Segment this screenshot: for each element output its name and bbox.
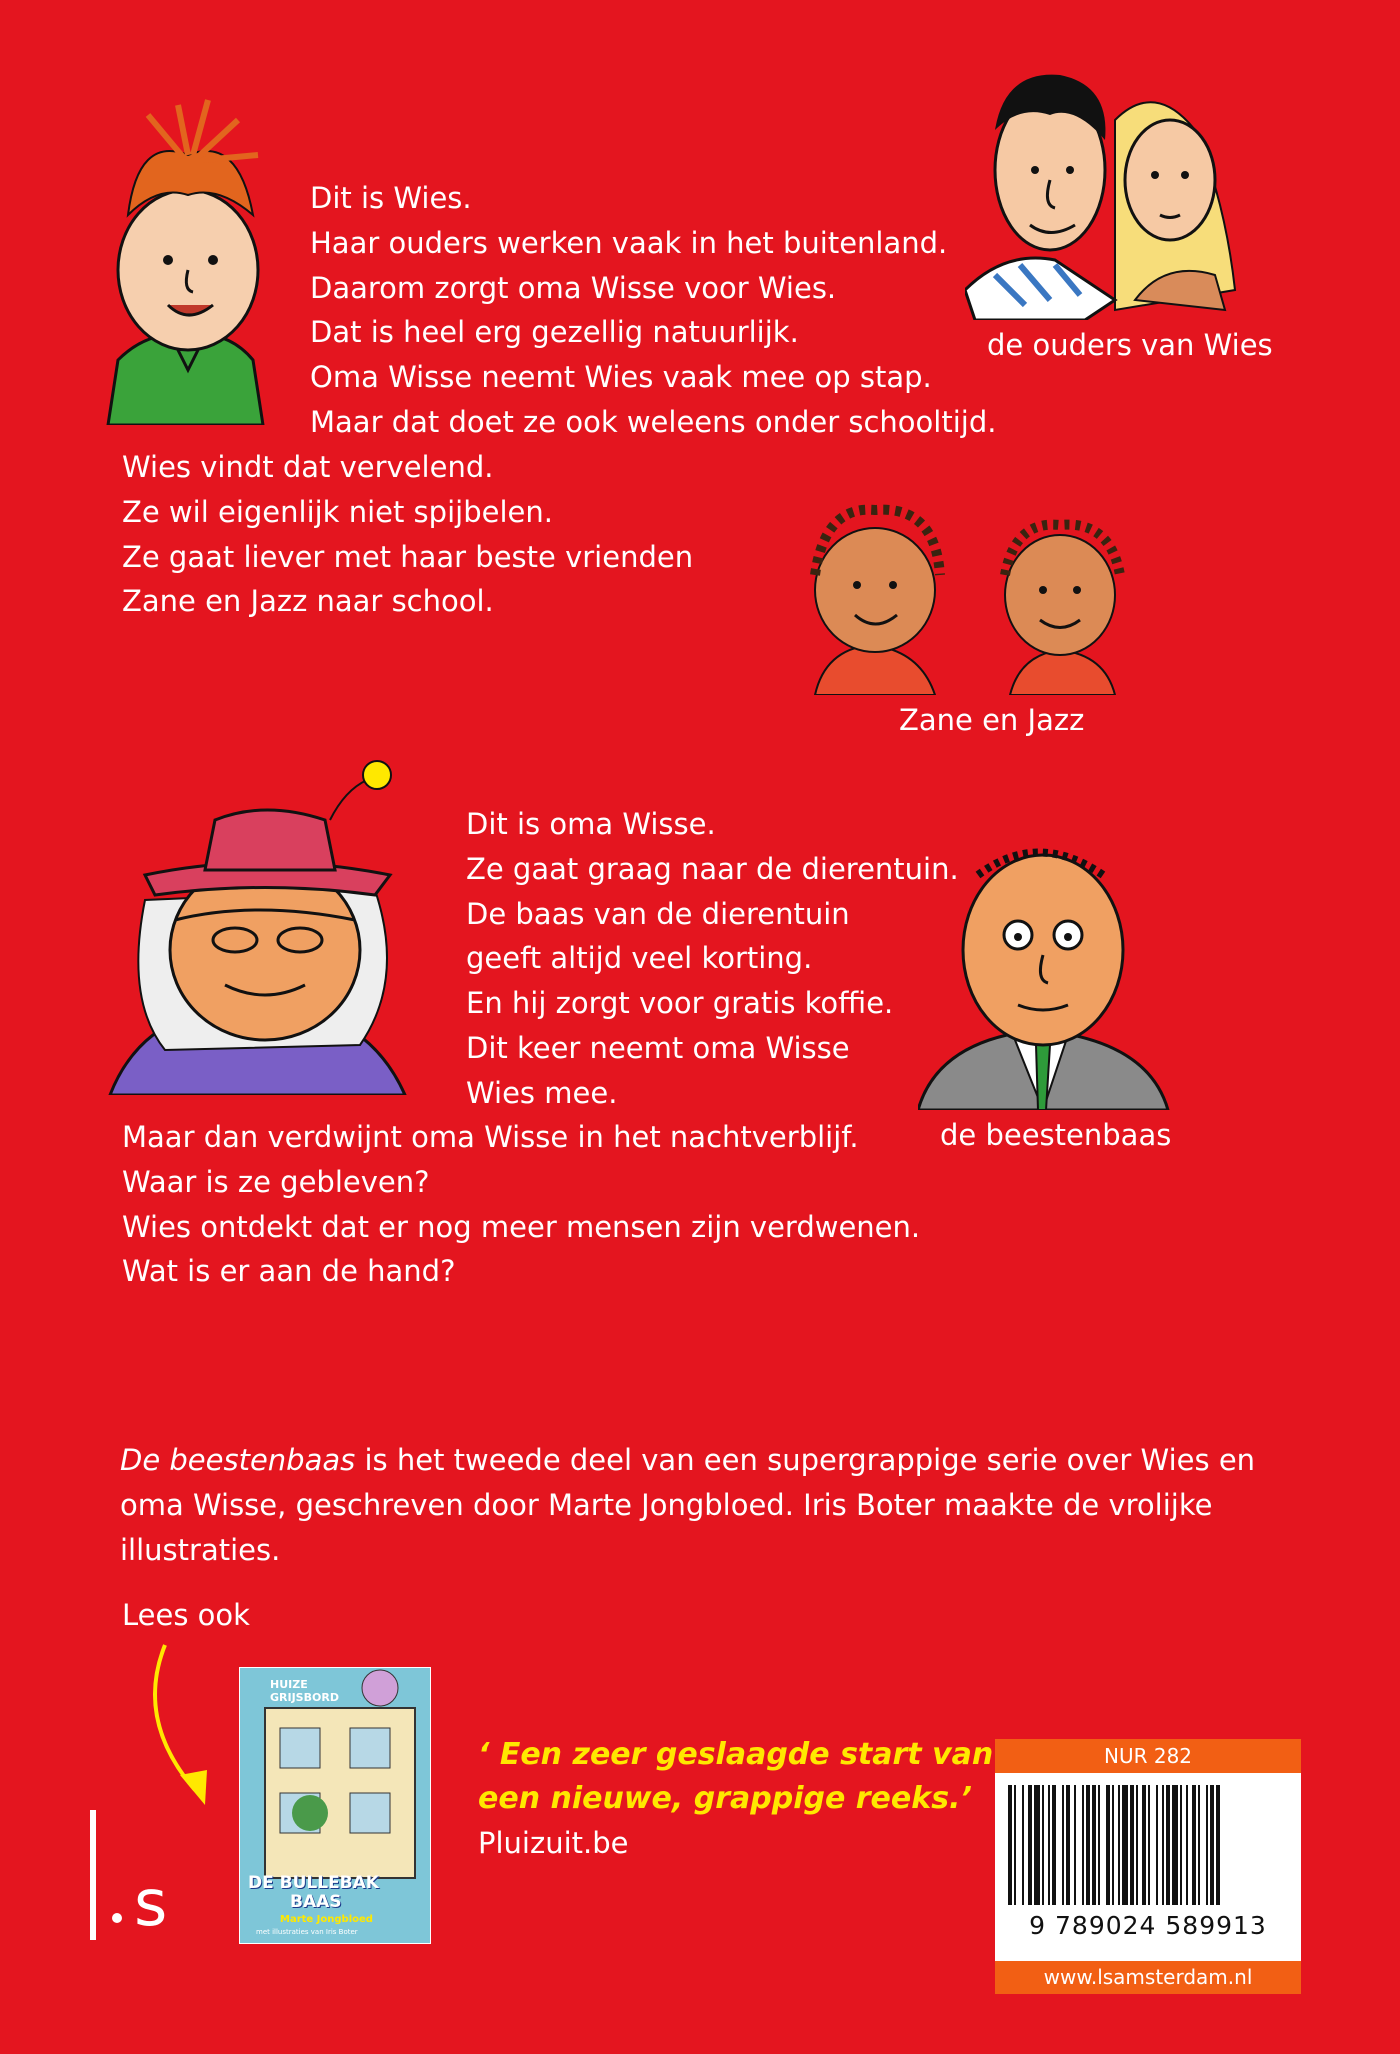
text-line: Ze wil eigenlijk niet spijbelen.	[122, 494, 553, 529]
logo-dot	[112, 1913, 122, 1923]
barcode-bar	[1118, 1785, 1120, 1905]
text-line: Dit is Wies.	[310, 181, 472, 215]
caption-parents: de ouders van Wies	[987, 328, 1273, 362]
text-line: Waar is ze gebleven?	[122, 1164, 430, 1199]
text-line: Maar dan verdwijnt oma Wisse in het nachtverblijf.	[122, 1120, 859, 1154]
parents-illustration	[965, 60, 1265, 320]
text-line: Wies vindt dat vervelend.	[122, 450, 494, 484]
blurb-title: De beestenbaas	[120, 1443, 356, 1477]
oma-wisse-illustration	[105, 760, 425, 1095]
barcode-bar	[1034, 1785, 1040, 1905]
barcode-bar	[1130, 1785, 1134, 1905]
barcode-bar	[1008, 1785, 1012, 1905]
blurb-text: is het tweede deel van een supergrappige serie over Wies en oma Wisse, geschreven door Marte Jongbloed. Iris Boter maakte de vrolijke illustraties.	[120, 1443, 1256, 1567]
barcode-bar	[1172, 1785, 1178, 1905]
barcode-bar	[1136, 1785, 1138, 1905]
text-line: Wies mee.	[466, 1075, 618, 1110]
text-line: Oma Wisse neemt Wies vaak mee op stap.	[310, 360, 932, 395]
barcode-block	[995, 1739, 1301, 1994]
logo-bar	[90, 1810, 96, 1940]
book-blurb	[120, 1438, 1260, 1573]
arrow-icon	[135, 1640, 215, 1810]
barcode-bar	[1106, 1785, 1110, 1905]
book-cover-thumbnail[interactable]	[239, 1667, 431, 1944]
book-cover-illustrator: met illustraties van Iris Boter	[256, 1928, 358, 1936]
barcode-bar	[1148, 1785, 1150, 1905]
barcode-bar	[1074, 1785, 1076, 1905]
nur-label: NUR 282	[995, 1739, 1301, 1773]
text-line: Haar ouders werken vaak in het buitenland.	[310, 225, 948, 260]
text-line: Dit keer neemt oma Wisse	[466, 1030, 850, 1065]
barcode-bar	[1162, 1785, 1164, 1905]
barcode-bar	[1210, 1785, 1214, 1905]
barcode-area	[995, 1773, 1301, 1961]
barcode-bar	[1082, 1785, 1084, 1905]
text-line: Wat is er aan de hand?	[122, 1254, 456, 1289]
barcode-bar	[1142, 1785, 1146, 1905]
logo-s: s	[134, 1867, 168, 1941]
text-line: Maar dat doet ze ook weleens onder schooltijd.	[310, 404, 997, 439]
text-line: Daarom zorgt oma Wisse voor Wies.	[310, 270, 837, 305]
barcode-bar	[1086, 1785, 1090, 1905]
text-line: geeft altijd veel korting.	[466, 941, 813, 976]
barcode-bar	[1206, 1785, 1208, 1905]
barcode-bar	[1014, 1785, 1016, 1905]
review-quote-line1: ‘ Een zeer geslaagde start van	[478, 1737, 994, 1772]
barcode-bar	[1186, 1785, 1188, 1905]
oma-intro-lines-bottom	[122, 1115, 920, 1294]
text-line: Ze gaat liever met haar beste vrienden	[122, 539, 694, 574]
wies-illustration	[88, 95, 288, 425]
review-source: Pluizuit.be	[478, 1826, 629, 1860]
barcode-bar	[1062, 1785, 1064, 1905]
website-label: www.lsamsterdam.nl	[995, 1961, 1301, 1994]
text-line: Zane en Jazz naar school.	[122, 584, 494, 619]
barcode-bar	[1112, 1785, 1114, 1905]
barcode-bar	[1022, 1785, 1024, 1905]
book-cover-series: HUIZE GRIJSBORD	[270, 1678, 339, 1704]
barcode-bar	[1156, 1785, 1158, 1905]
text-line: Ze gaat graag naar de dierentuin.	[466, 851, 959, 886]
oma-intro-lines-top	[466, 802, 959, 1116]
lees-ook-label: Lees ook	[122, 1598, 250, 1632]
text-line: Dat is heel erg gezellig natuurlijk.	[310, 315, 799, 350]
review-quote-line2: een nieuwe, grappige reeks.’	[478, 1781, 972, 1816]
barcode-bar	[1198, 1785, 1200, 1905]
book-cover-title-1: DE BULLEBAK	[248, 1873, 379, 1893]
barcode-bar	[1092, 1785, 1096, 1905]
wies-intro-lines-top	[310, 176, 996, 445]
text-line: Wies ontdekt dat er nog meer mensen zijn verdwenen.	[122, 1209, 921, 1244]
barcode-bars	[1008, 1785, 1288, 1905]
barcode-bar	[1066, 1785, 1070, 1905]
publisher-logo	[90, 1810, 190, 1940]
text-line: De baas van de dierentuin	[466, 896, 850, 931]
barcode-bar	[1048, 1785, 1050, 1905]
text-line: En hij zorgt voor gratis koffie.	[466, 986, 894, 1021]
text-line: Dit is oma Wisse.	[466, 807, 716, 841]
barcode-bar	[1042, 1785, 1044, 1905]
isbn-digits: 9 789024 589913	[1029, 1911, 1267, 1940]
barcode-bar	[1166, 1785, 1170, 1905]
barcode-bar	[1052, 1785, 1056, 1905]
barcode-bar	[1028, 1785, 1032, 1905]
caption-friends: Zane en Jazz	[899, 703, 1085, 737]
zane-jazz-illustration	[775, 475, 1155, 695]
barcode-bar	[1192, 1785, 1196, 1905]
barcode-bar	[1098, 1785, 1100, 1905]
book-cover-title-2: BAAS	[290, 1892, 342, 1912]
book-cover-author: Marte Jongbloed	[280, 1914, 373, 1925]
caption-boss: de beestenbaas	[940, 1118, 1172, 1152]
barcode-bar	[1216, 1785, 1220, 1905]
barcode-bar	[1180, 1785, 1182, 1905]
wies-intro-lines-bottom	[122, 445, 693, 624]
barcode-bar	[1122, 1785, 1128, 1905]
